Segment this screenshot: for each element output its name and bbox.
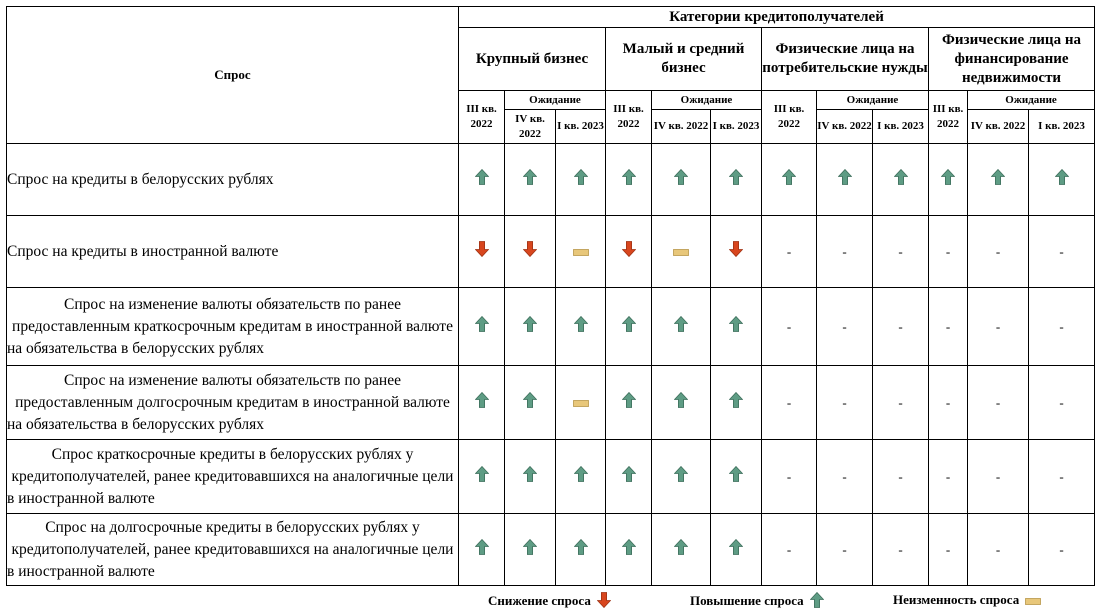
period-header: IV кв. 2022	[968, 110, 1029, 144]
arrow-down-icon	[622, 241, 636, 262]
arrow-down-icon	[523, 241, 537, 262]
no-data-dash: -	[898, 468, 903, 484]
arrow-up-icon	[729, 466, 743, 487]
table-cell	[711, 144, 762, 216]
table-cell	[711, 366, 762, 440]
table-cell	[459, 366, 505, 440]
no-data-dash: -	[1059, 318, 1064, 334]
table-cell	[556, 366, 606, 440]
table-cell	[505, 366, 556, 440]
no-data-dash: -	[842, 318, 847, 334]
row-label: Спрос на изменение валюты обязательств по ранее предоставленным долгосрочным кредитам в иностранной валюте на обязательства в белорусских рублях	[7, 366, 459, 440]
table-cell	[711, 440, 762, 514]
no-data-dash: -	[1059, 394, 1064, 410]
table-cell	[711, 288, 762, 366]
arrow-up-icon	[674, 392, 688, 413]
period-header: I кв. 2023	[556, 110, 606, 144]
no-data-dash: -	[842, 541, 847, 557]
dash-bar-icon	[573, 243, 589, 261]
arrow-down-icon	[475, 241, 489, 262]
table-cell	[968, 288, 1029, 366]
no-data-dash: -	[842, 394, 847, 410]
row-label: Спрос на изменение валюты обязательств по ранее предоставленным краткосрочным кредитам в иностранной валюте на обязательства в белорусских рублях	[7, 288, 459, 366]
no-data-dash: -	[995, 541, 1001, 557]
table-cell	[505, 216, 556, 288]
period-header: III кв. 2022	[606, 91, 652, 144]
table-row	[7, 144, 1095, 216]
arrow-up-icon	[523, 169, 537, 190]
table-cell	[817, 288, 873, 366]
table-cell	[1029, 216, 1095, 288]
table-cell	[652, 514, 711, 586]
table-cell	[606, 440, 652, 514]
arrow-up-icon	[729, 392, 743, 413]
arrow-up-icon	[475, 316, 489, 337]
demand-header: Спрос	[7, 7, 459, 144]
arrow-down-icon	[729, 241, 743, 262]
table-cell	[929, 216, 968, 288]
table-cell	[556, 144, 606, 216]
expectation-header: Ожидание	[968, 91, 1095, 110]
arrow-up-icon	[574, 169, 588, 190]
table-cell	[817, 366, 873, 440]
legend-unchanged	[893, 592, 1041, 609]
expectation-header: Ожидание	[817, 91, 929, 110]
table-cell	[606, 514, 652, 586]
table-cell	[606, 288, 652, 366]
table-cell	[817, 514, 873, 586]
table-cell	[652, 144, 711, 216]
table-cell	[929, 366, 968, 440]
arrow-up-icon	[475, 466, 489, 487]
dash-bar-icon	[1025, 593, 1041, 609]
group-header-consumer: Физические лица на потребительские нужды	[762, 28, 929, 91]
expectation-header: Ожидание	[505, 91, 606, 110]
table-cell	[459, 144, 505, 216]
table-cell	[459, 514, 505, 586]
table-cell	[652, 216, 711, 288]
table-cell	[606, 216, 652, 288]
arrow-up-icon	[782, 169, 796, 190]
arrow-down-icon	[597, 592, 611, 612]
table-row	[7, 288, 1095, 366]
no-data-dash: -	[1059, 243, 1064, 259]
arrow-up-icon	[475, 169, 489, 190]
arrow-up-icon	[729, 539, 743, 560]
arrow-up-icon	[622, 392, 636, 413]
table-cell	[762, 366, 817, 440]
arrow-up-icon	[674, 539, 688, 560]
expectation-header: Ожидание	[652, 91, 762, 110]
period-header: I кв. 2023	[873, 110, 929, 144]
legend-increase	[690, 592, 824, 612]
period-header: III кв. 2022	[762, 91, 817, 144]
period-header: I кв. 2023	[711, 110, 762, 144]
arrow-up-icon	[574, 316, 588, 337]
no-data-dash: -	[1059, 541, 1064, 557]
group-header-large-business: Крупный бизнес	[459, 28, 606, 91]
arrow-up-icon	[523, 466, 537, 487]
table-cell	[505, 514, 556, 586]
table-cell	[1029, 514, 1095, 586]
row-label: Спрос краткосрочные кредиты в белорусских рублях у кредитополучателей, ранее кредитовавшихся на аналогичные цели в иностранной валюте	[7, 440, 459, 514]
table-cell	[711, 514, 762, 586]
row-label: Спрос на долгосрочные кредиты в белорусских рублях у кредитополучателей, ранее кредитовавшихся на аналогичные цели в иностранной валюте	[7, 514, 459, 586]
table-cell	[873, 144, 929, 216]
table-cell	[817, 440, 873, 514]
no-data-dash: -	[898, 394, 903, 410]
no-data-dash: -	[842, 468, 847, 484]
categories-title: Категории кредитополучателей	[459, 7, 1095, 28]
arrow-up-icon	[475, 539, 489, 560]
no-data-dash: -	[786, 318, 792, 334]
table-cell	[929, 514, 968, 586]
period-header: I кв. 2023	[1029, 110, 1095, 144]
no-data-dash: -	[1059, 468, 1064, 484]
table-cell	[929, 144, 968, 216]
table-cell	[762, 288, 817, 366]
no-data-dash: -	[786, 243, 792, 259]
arrow-up-icon	[622, 539, 636, 560]
no-data-dash: -	[786, 541, 792, 557]
arrow-up-icon	[729, 169, 743, 190]
no-data-dash: -	[786, 468, 792, 484]
table-cell	[929, 440, 968, 514]
table-cell	[873, 288, 929, 366]
table-cell	[873, 216, 929, 288]
table-cell	[929, 288, 968, 366]
period-header: IV кв. 2022	[652, 110, 711, 144]
demand-table	[6, 6, 1095, 586]
table-cell	[556, 216, 606, 288]
period-header: IV кв. 2022	[817, 110, 873, 144]
table-cell	[606, 366, 652, 440]
legend-unchanged-label: Неизменность спроса	[893, 592, 1020, 607]
table-row	[7, 440, 1095, 514]
period-header: III кв. 2022	[459, 91, 505, 144]
table-cell	[968, 440, 1029, 514]
arrow-up-icon	[729, 316, 743, 337]
table-cell	[652, 288, 711, 366]
no-data-dash: -	[945, 468, 951, 484]
no-data-dash: -	[898, 541, 903, 557]
legend-decrease	[488, 592, 611, 612]
table-cell	[556, 440, 606, 514]
table-cell	[505, 144, 556, 216]
no-data-dash: -	[786, 394, 792, 410]
arrow-up-icon	[622, 316, 636, 337]
no-data-dash: -	[995, 468, 1001, 484]
no-data-dash: -	[945, 541, 951, 557]
table-cell	[968, 514, 1029, 586]
arrow-up-icon	[1055, 169, 1069, 190]
period-header: IV кв. 2022	[505, 110, 556, 144]
table-cell	[459, 288, 505, 366]
table-cell	[817, 144, 873, 216]
table-cell	[711, 216, 762, 288]
arrow-up-icon	[674, 316, 688, 337]
table-cell	[968, 144, 1029, 216]
no-data-dash: -	[995, 318, 1001, 334]
no-data-dash: -	[945, 318, 951, 334]
no-data-dash: -	[945, 394, 951, 410]
table-cell	[505, 440, 556, 514]
table-cell	[873, 440, 929, 514]
no-data-dash: -	[842, 243, 847, 259]
table-cell	[873, 514, 929, 586]
arrow-up-icon	[475, 392, 489, 413]
table-row	[7, 366, 1095, 440]
table-cell	[762, 216, 817, 288]
table-cell	[1029, 440, 1095, 514]
table-cell	[817, 216, 873, 288]
legend-decrease-label: Снижение спроса	[488, 592, 591, 608]
table-cell	[873, 366, 929, 440]
arrow-up-icon	[622, 169, 636, 190]
table-row	[7, 216, 1095, 288]
table-cell	[505, 288, 556, 366]
table-cell	[1029, 144, 1095, 216]
arrow-up-icon	[674, 466, 688, 487]
table-cell	[606, 144, 652, 216]
table-cell	[459, 440, 505, 514]
period-header: III кв. 2022	[929, 91, 968, 144]
arrow-up-icon	[810, 592, 824, 612]
no-data-dash: -	[995, 243, 1001, 259]
table-row	[7, 514, 1095, 586]
group-header-sme: Малый и средний бизнес	[606, 28, 762, 91]
no-data-dash: -	[945, 243, 951, 259]
group-header-real-estate: Физические лица на финансирование недвижимости	[929, 28, 1095, 91]
table-cell	[1029, 366, 1095, 440]
legend-increase-label: Повышение спроса	[690, 592, 804, 608]
table-cell	[652, 440, 711, 514]
arrow-up-icon	[838, 169, 852, 190]
arrow-up-icon	[523, 316, 537, 337]
dash-bar-icon	[673, 243, 689, 261]
arrow-up-icon	[574, 539, 588, 560]
arrow-up-icon	[523, 539, 537, 560]
no-data-dash: -	[898, 318, 903, 334]
arrow-up-icon	[622, 466, 636, 487]
row-label: Спрос на кредиты в иностранной валюте	[7, 216, 459, 288]
table-cell	[968, 216, 1029, 288]
table-cell	[556, 514, 606, 586]
arrow-up-icon	[941, 169, 955, 190]
table-cell	[556, 288, 606, 366]
row-label: Спрос на кредиты в белорусских рублях	[7, 144, 459, 216]
arrow-up-icon	[523, 392, 537, 413]
dash-bar-icon	[573, 394, 589, 412]
table-cell	[968, 366, 1029, 440]
table-cell	[652, 366, 711, 440]
table-cell	[762, 514, 817, 586]
arrow-up-icon	[991, 169, 1005, 190]
arrow-up-icon	[674, 169, 688, 190]
arrow-up-icon	[574, 466, 588, 487]
table-cell	[762, 440, 817, 514]
arrow-up-icon	[894, 169, 908, 190]
table-cell	[1029, 288, 1095, 366]
no-data-dash: -	[898, 243, 903, 259]
table-cell	[762, 144, 817, 216]
table-cell	[459, 216, 505, 288]
no-data-dash: -	[995, 394, 1001, 410]
